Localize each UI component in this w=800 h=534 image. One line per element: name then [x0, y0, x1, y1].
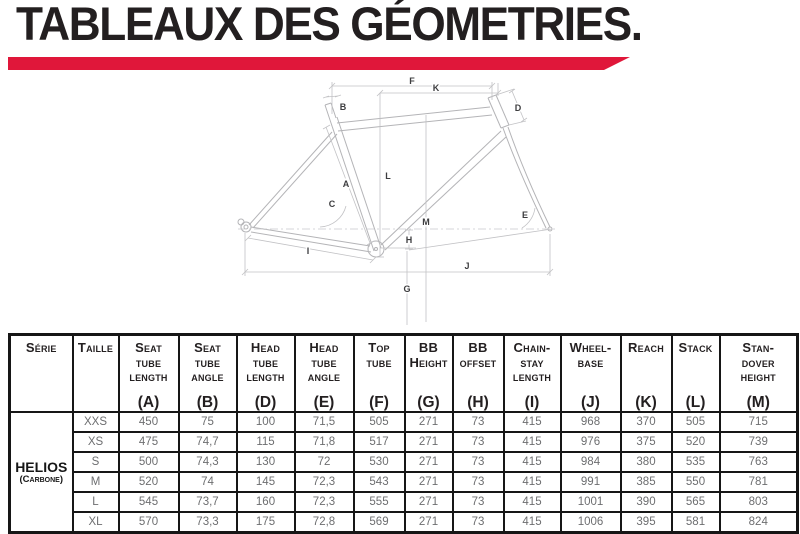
table-cell: 984 [561, 452, 621, 472]
table-cell: 520 [119, 472, 179, 492]
table-cell: 370 [621, 412, 672, 432]
header-seat-tube-length: Seat tube length (A) [119, 335, 179, 413]
header-code: (B) [196, 393, 219, 411]
table-cell: 500 [119, 452, 179, 472]
table-cell: 555 [354, 492, 405, 512]
table-cell: 581 [672, 512, 720, 533]
table-cell: 390 [621, 492, 672, 512]
table-cell: 74,3 [179, 452, 237, 472]
page-title: TABLEAUX DES GÉOMETRIES. [16, 0, 642, 50]
table-cell: 415 [504, 412, 561, 432]
table-cell: 535 [672, 452, 720, 472]
header-code: (K) [635, 393, 657, 411]
table-cell: 115 [237, 432, 295, 452]
table-row-l [10, 492, 798, 512]
dim-label-i: I [306, 246, 310, 256]
table-cell: 74,7 [179, 432, 237, 452]
dim-label-j: J [464, 261, 470, 271]
header-code: (I) [524, 393, 540, 411]
table-cell: 375 [621, 432, 672, 452]
table-cell: 763 [720, 452, 798, 472]
table-cell: 543 [354, 472, 405, 492]
table-cell: 271 [405, 412, 453, 432]
table-cell: 550 [672, 472, 720, 492]
table-cell: 415 [504, 492, 561, 512]
table-row-xs [10, 432, 798, 452]
table-cell: 271 [405, 492, 453, 512]
table-cell: 475 [119, 432, 179, 452]
dim-label-e: E [521, 210, 529, 220]
header-serie [10, 335, 73, 413]
table-row-xxs [10, 412, 798, 432]
size-cell: M [73, 472, 119, 492]
table-cell: 100 [237, 412, 295, 432]
header-code: (M) [746, 393, 770, 411]
table-cell: 570 [119, 512, 179, 533]
table-cell: 72,8 [295, 512, 354, 533]
header-bb-offset: BB offset (H) [453, 335, 504, 413]
size-cell: L [73, 492, 119, 512]
dim-label-k: K [432, 83, 440, 93]
series-subtitle: (Carbone) [19, 473, 64, 485]
table-cell: 71,5 [295, 412, 354, 432]
geometry-table [8, 333, 799, 534]
table-cell: 145 [237, 472, 295, 492]
header-top-tube: Top tube (F) [354, 335, 405, 413]
table-cell: 824 [720, 512, 798, 533]
dim-label-l: L [385, 171, 391, 181]
header-code [11, 410, 72, 411]
table-cell: 803 [720, 492, 798, 512]
header-text: Série [25, 340, 57, 355]
table-cell: 530 [354, 452, 405, 472]
header-bb-height: BB Height (G) [405, 335, 453, 413]
table-cell: 271 [405, 432, 453, 452]
table-cell: 71,8 [295, 432, 354, 452]
size-cell: XL [73, 512, 119, 533]
table-row-xl [10, 512, 798, 533]
frame-outline [238, 95, 552, 257]
dim-label-c: C [328, 199, 336, 209]
table-cell: 415 [504, 512, 561, 533]
header-standover-height: Stan- dover height (M) [720, 335, 798, 413]
table-row-m [10, 472, 798, 492]
header-code: (D) [254, 393, 277, 411]
table-cell: 569 [354, 512, 405, 533]
table-cell: 73,7 [179, 492, 237, 512]
header-reach: Reach (K) [621, 335, 672, 413]
dim-label-d: D [514, 103, 522, 113]
table-cell: 505 [354, 412, 405, 432]
header-code: (J) [581, 393, 600, 411]
dim-label-g: G [403, 284, 411, 294]
table-cell: 175 [237, 512, 295, 533]
header-head-tube-length: Head tube length (D) [237, 335, 295, 413]
size-cell: XXS [73, 412, 119, 432]
header-code: (E) [313, 393, 335, 411]
header-code: (L) [685, 393, 706, 411]
table-cell: 72,3 [295, 472, 354, 492]
series-name: HELIOS [15, 458, 68, 475]
table-cell: 73,3 [179, 512, 237, 533]
table-cell: 395 [621, 512, 672, 533]
header-code: (F) [369, 393, 389, 411]
header-code: (A) [137, 393, 160, 411]
table-cell: 715 [720, 412, 798, 432]
header-code [74, 410, 118, 411]
table-row-s [10, 452, 798, 472]
header-head-tube-angle: Head tube angle (E) [295, 335, 354, 413]
table-cell: 976 [561, 432, 621, 452]
table-cell: 73 [453, 472, 504, 492]
header-chainstay-length: Chain- stay length (I) [504, 335, 561, 413]
size-cell: XS [73, 432, 119, 452]
header-code: (H) [467, 393, 489, 411]
table-cell: 739 [720, 432, 798, 452]
dim-label-b: B [339, 102, 347, 112]
table-cell: 380 [621, 452, 672, 472]
dim-label-m: M [422, 217, 430, 227]
table-cell: 72,3 [295, 492, 354, 512]
red-accent-stripe [8, 57, 630, 70]
header-stack: Stack (L) [672, 335, 720, 413]
header-wheelbase: Wheel- base (J) [561, 335, 621, 413]
table-cell: 271 [405, 512, 453, 533]
size-cell: S [73, 452, 119, 472]
header-code: (G) [417, 393, 440, 411]
table-cell: 271 [405, 472, 453, 492]
table-cell: 73 [453, 412, 504, 432]
table-cell: 73 [453, 512, 504, 533]
table-cell: 72 [295, 452, 354, 472]
dim-label-h: H [405, 235, 413, 245]
frame-geometry-diagram [220, 70, 592, 328]
header-taille [73, 335, 119, 413]
table-cell: 73 [453, 452, 504, 472]
table-cell: 517 [354, 432, 405, 452]
table-cell: 75 [179, 412, 237, 432]
header-text: Taille [77, 340, 114, 355]
table-cell: 130 [237, 452, 295, 472]
table-cell: 968 [561, 412, 621, 432]
table-cell: 520 [672, 432, 720, 452]
table-cell: 271 [405, 452, 453, 472]
table-cell: 73 [453, 432, 504, 452]
table-cell: 1001 [561, 492, 621, 512]
dim-label-f: F [409, 76, 415, 86]
table-cell: 415 [504, 452, 561, 472]
series-cell [10, 412, 73, 533]
table-cell: 74 [179, 472, 237, 492]
table-cell: 73 [453, 492, 504, 512]
header-seat-tube-angle: Seat tube angle (B) [179, 335, 237, 413]
table-cell: 415 [504, 432, 561, 452]
table-cell: 781 [720, 472, 798, 492]
table-cell: 505 [672, 412, 720, 432]
table-cell: 415 [504, 472, 561, 492]
table-cell: 160 [237, 492, 295, 512]
table-cell: 565 [672, 492, 720, 512]
table-header-row [10, 335, 798, 413]
table-cell: 1006 [561, 512, 621, 533]
table-cell: 450 [119, 412, 179, 432]
table-cell: 991 [561, 472, 621, 492]
dim-label-a: A [342, 179, 350, 189]
table-cell: 385 [621, 472, 672, 492]
dimension-labels [307, 76, 528, 294]
table-cell: 545 [119, 492, 179, 512]
